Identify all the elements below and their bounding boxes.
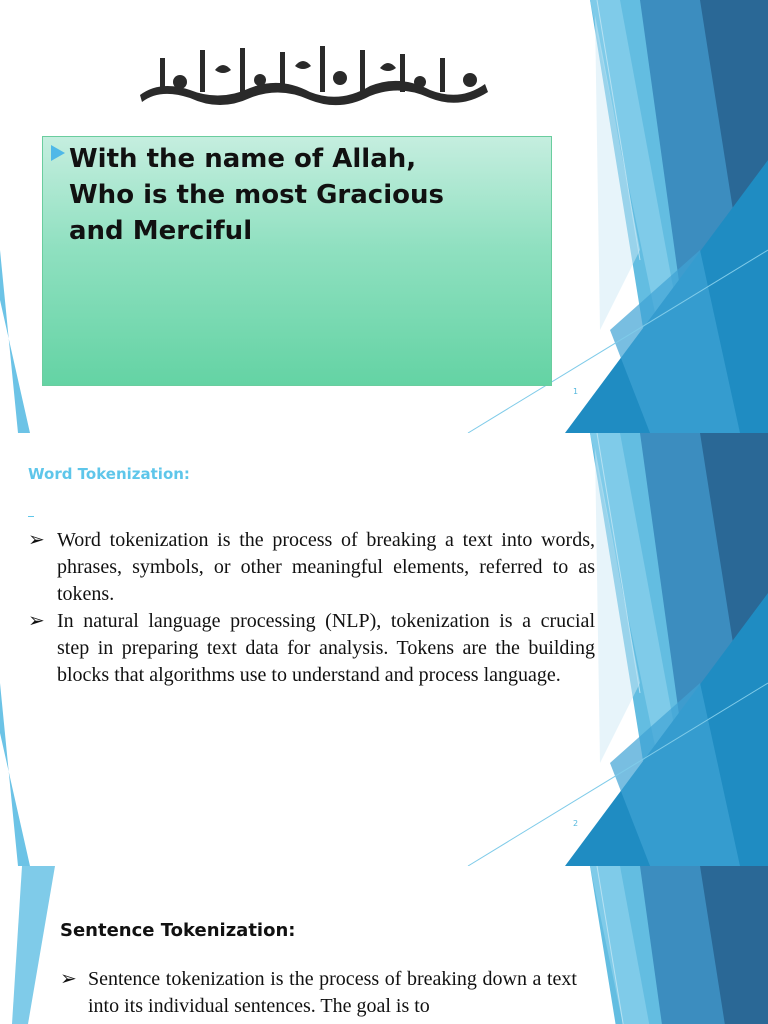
list-item: ➢ Word tokenization is the process of breaking a text into words, phrases, symbols, or other meaningful elements, referred to as tokens. (28, 529, 595, 605)
list-item: ➢ Sentence tokenization is the process of breaking down a text into its individual sentences. The goal is to (60, 968, 577, 1017)
slide-2 (0, 433, 768, 866)
slide-heading: With the name of Allah, Who is the most Gracious and Merciful (69, 144, 444, 246)
arrowhead-right-icon: ➢ (60, 968, 77, 990)
triangle-right-icon (49, 143, 67, 163)
bullet-list (60, 966, 577, 1020)
arrowhead-right-icon: ➢ (28, 529, 45, 551)
divider (28, 516, 34, 517)
list-item: ➢ In natural language processing (NLP), tokenization is a crucial step in preparing text data for analysis. Tokens are the building blocks that algorithms use to understand and process language. (28, 610, 595, 686)
heading-box (42, 136, 552, 386)
slide-number: 1 (573, 387, 579, 396)
slide-title: Word Tokenization: (28, 465, 190, 483)
arrowhead-right-icon: ➢ (28, 610, 45, 632)
slide-number: 2 (573, 819, 579, 828)
slide-3 (0, 866, 768, 1024)
slide-title: Sentence Tokenization: (60, 920, 296, 941)
bismillah-calligraphy (130, 40, 495, 110)
bullet-list (28, 527, 595, 689)
slide-1 (0, 0, 768, 433)
